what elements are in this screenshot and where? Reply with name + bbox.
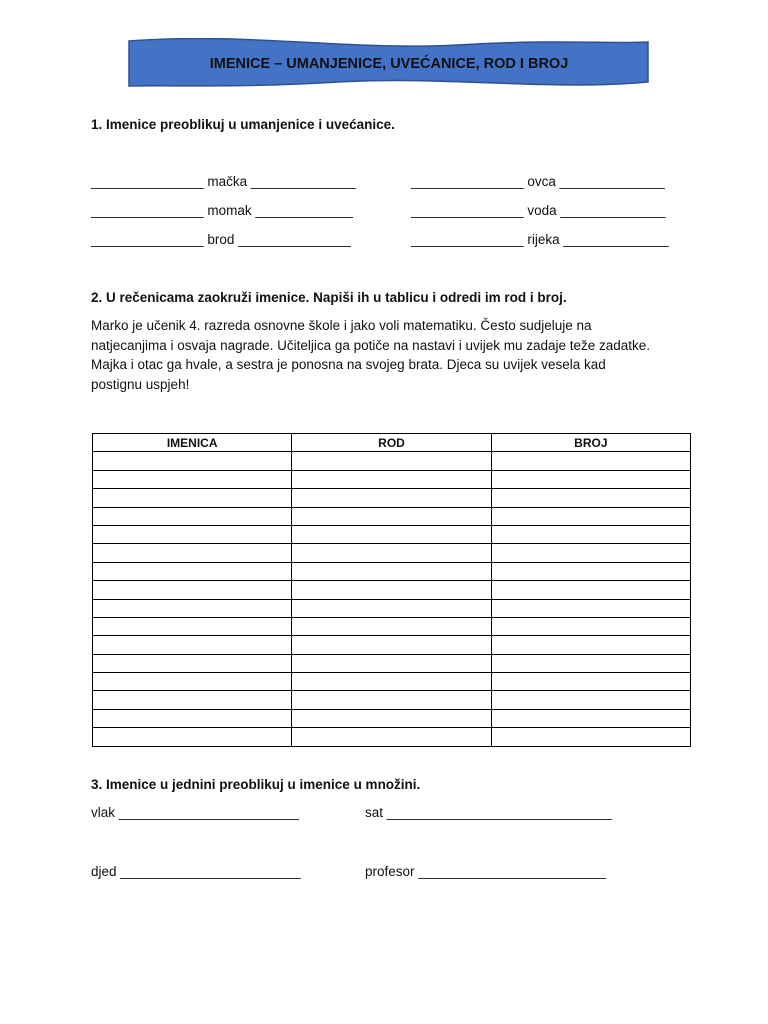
table-row [93,452,691,470]
column-header-imenica: IMENICA [93,434,292,452]
table-cell-imenica[interactable] [93,654,292,672]
table-cell-imenica[interactable] [93,470,292,488]
exercise-line-profesor: profesor _________________________ [365,864,606,879]
table-row [93,617,691,635]
exercise-line-momak: _______________ momak _____________ [91,203,353,218]
table-cell-broj[interactable] [491,709,690,727]
column-header-rod: ROD [292,434,491,452]
table-cell-rod[interactable] [292,599,491,617]
table-row [93,599,691,617]
table-cell-broj[interactable] [491,507,690,525]
table-cell-broj[interactable] [491,562,690,580]
table-cell-imenica[interactable] [93,728,292,746]
table-cell-rod[interactable] [292,654,491,672]
paragraph-line: Majka i otac ga hvale, a sestra je ponosna na svojeg brata. Djeca su uvijek vesela kad [91,357,606,372]
table-cell-broj[interactable] [491,654,690,672]
table-cell-imenica[interactable] [93,452,292,470]
section-1-heading: 1. Imenice preoblikuj u umanjenice i uvećanice. [91,117,395,132]
table-row [93,654,691,672]
table-cell-imenica[interactable] [93,525,292,543]
table-cell-broj[interactable] [491,728,690,746]
table-cell-imenica[interactable] [93,562,292,580]
table-cell-imenica[interactable] [93,636,292,654]
page-title: IMENICE – UMANJENICE, UVEĆANICE, ROD I BROJ [209,56,569,72]
story-paragraph [91,316,681,394]
table-cell-rod[interactable] [292,562,491,580]
table-row [93,507,691,525]
table-cell-rod[interactable] [292,617,491,635]
table-cell-rod[interactable] [292,673,491,691]
table-row [93,562,691,580]
table-row [93,525,691,543]
table-row [93,470,691,488]
table-cell-broj[interactable] [491,673,690,691]
noun-table [92,433,691,747]
exercise-line-rijeka: _______________ rijeka ______________ [411,232,669,247]
table-body [93,452,691,746]
paragraph-line: natjecanjima i osvaja nagrade. Učiteljica ga potiče na nastavi i uvijek mu zadaje teže zadatke. [91,337,651,353]
table-cell-broj[interactable] [491,636,690,654]
table-cell-imenica[interactable] [93,617,292,635]
table-cell-rod[interactable] [292,709,491,727]
table-cell-broj[interactable] [491,470,690,488]
table-cell-rod[interactable] [292,581,491,599]
table-cell-broj[interactable] [491,544,690,562]
exercise-line-djed: djed ________________________ [91,864,301,879]
table-cell-imenica[interactable] [93,691,292,709]
table-row [93,489,691,507]
exercise-line-vlak: vlak ________________________ [91,805,299,820]
table-cell-imenica[interactable] [93,709,292,727]
table-cell-broj[interactable] [491,489,690,507]
table-cell-rod[interactable] [292,691,491,709]
table-cell-rod[interactable] [292,452,491,470]
paragraph-line: postignu uspjeh! [91,376,190,392]
column-header-broj: BROJ [491,434,690,452]
exercise-line-ovca: _______________ ovca ______________ [411,174,665,189]
paragraph-line: Marko je učenik 4. razreda osnovne škole i jako voli matematiku. Često sudjeluje na [91,318,592,333]
table-cell-rod[interactable] [292,470,491,488]
table-cell-rod[interactable] [292,544,491,562]
table-cell-broj[interactable] [491,452,690,470]
table-row [93,544,691,562]
table-cell-broj[interactable] [491,581,690,599]
table-header-row [93,434,691,452]
exercise-line-macka: _______________ mačka ______________ [91,174,356,189]
table-cell-rod[interactable] [292,636,491,654]
table-cell-broj[interactable] [491,525,690,543]
table-row [93,691,691,709]
table-cell-imenica[interactable] [93,489,292,507]
table-cell-imenica[interactable] [93,507,292,525]
title-banner [128,38,650,90]
table-row [93,728,691,746]
exercise-line-brod: _______________ brod _______________ [91,232,351,247]
table-cell-rod[interactable] [292,507,491,525]
table-cell-rod[interactable] [292,728,491,746]
table-cell-rod[interactable] [292,525,491,543]
table-cell-broj[interactable] [491,617,690,635]
section-2-heading: 2. U rečenicama zaokruži imenice. Napiši ih u tablicu i odredi im rod i broj. [91,290,567,305]
table-cell-rod[interactable] [292,489,491,507]
table-row [93,673,691,691]
table-row [93,581,691,599]
section-3-heading: 3. Imenice u jednini preoblikuj u imenice u množini. [91,777,421,792]
table-cell-imenica[interactable] [93,544,292,562]
table-cell-broj[interactable] [491,691,690,709]
table-cell-imenica[interactable] [93,581,292,599]
table-row [93,636,691,654]
exercise-line-sat: sat ______________________________ [365,805,613,820]
table-cell-broj[interactable] [491,599,690,617]
table-cell-imenica[interactable] [93,673,292,691]
table-cell-imenica[interactable] [93,599,292,617]
exercise-line-voda: _______________ voda ______________ [411,203,666,218]
table-row [93,709,691,727]
